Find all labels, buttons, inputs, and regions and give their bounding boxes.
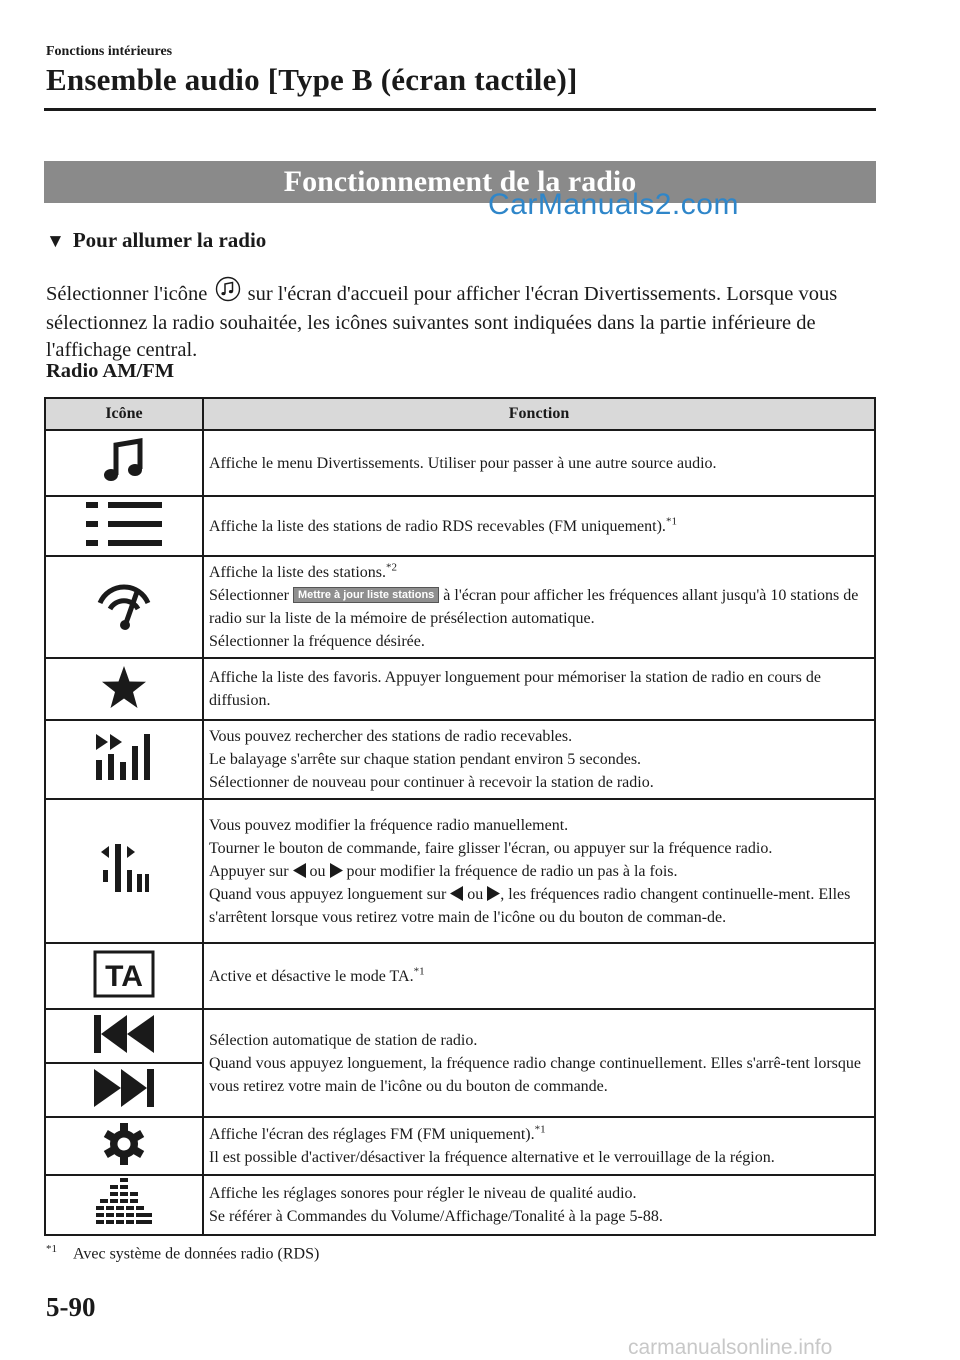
- table-row: [45, 1117, 875, 1175]
- subsection-title: Pour allumer la radio: [72, 228, 267, 252]
- function-cell: [203, 943, 875, 1009]
- function-text-part: pour modifier la fréquence de radio un pas à la fois.: [342, 862, 678, 880]
- entertainment-music-icon: [215, 276, 241, 310]
- seek-forward-icon: [94, 1069, 154, 1107]
- function-text-part: Appuyer sur: [209, 862, 293, 880]
- function-text-main: Affiche l'écran des réglages FM (FM uniquement).: [209, 1126, 535, 1143]
- table-row: [45, 1175, 875, 1235]
- left-triangle-icon: [450, 886, 463, 901]
- function-text: Affiche la liste des favoris. Appuyer longuement pour mémoriser la station de radio en cours de diffusion.: [209, 669, 821, 709]
- scan-icon: [94, 732, 154, 782]
- equalizer-icon: [96, 1178, 152, 1228]
- function-cell: [203, 1175, 875, 1235]
- music-note-icon: [102, 437, 146, 485]
- icon-cell: [45, 1063, 203, 1117]
- icon-function-table: [44, 397, 876, 1236]
- function-text-line: Quand vous appuyez longuement, la fréquence radio change continuellement. Elles s'arrê-tent lorsque vous retirez votre main de l'icône ou du bouton de commande.: [209, 1054, 861, 1095]
- footnote-mark: *1: [46, 1243, 57, 1255]
- table-row: [45, 556, 875, 658]
- left-triangle-icon: [293, 863, 306, 878]
- icon-cell: [45, 430, 203, 496]
- function-text-line: [209, 1123, 868, 1146]
- function-text-part: , les fréquences radio changent continuelle-ment. Elles s'arrêtent lorsque vous retirez votre main de l'icône ou du bouton de comman-de.: [209, 885, 851, 926]
- icon-cell: [45, 1175, 203, 1235]
- table-row: [45, 430, 875, 496]
- function-text-line: Vous pouvez rechercher des stations de radio recevables.: [209, 728, 573, 745]
- function-cell: [203, 799, 875, 943]
- radio-heading: Radio AM/FM: [46, 360, 175, 382]
- icon-cell: [45, 496, 203, 556]
- function-text-line: [209, 860, 868, 883]
- function-text: [209, 965, 868, 988]
- footnote-ref: *2: [386, 561, 397, 574]
- function-cell: [203, 1009, 875, 1117]
- function-text-line: [209, 561, 868, 584]
- table-row: [45, 720, 875, 799]
- function-text-main: Affiche la liste des stations de radio RDS recevables (FM uniquement).: [209, 517, 666, 535]
- function-text-line: [209, 883, 868, 929]
- function-text: [209, 515, 868, 538]
- function-text-line: Se référer à Commandes du Volume/Affichage/Tonalité à la page 5-88.: [209, 1208, 663, 1225]
- function-text-line: Tourner le bouton de commande, faire glisser l'écran, ou appuyer sur la fréquence radio.: [209, 839, 773, 857]
- header-function-column: Fonction: [203, 398, 875, 430]
- function-cell: [203, 556, 875, 658]
- gear-icon: [102, 1122, 146, 1166]
- table-row: [45, 658, 875, 720]
- function-text-part: Sélectionner: [209, 587, 293, 604]
- subsection-heading: [46, 228, 266, 253]
- chapter-rule: [44, 108, 876, 111]
- function-text-part: ou: [305, 862, 330, 880]
- seek-back-icon: [94, 1015, 154, 1053]
- icon-cell: [45, 720, 203, 799]
- function-text: Affiche le menu Divertissements. Utiliser pour passer à une autre source audio.: [209, 454, 717, 472]
- icon-cell: [45, 1117, 203, 1175]
- table-row: [45, 496, 875, 556]
- function-text-line: Sélectionner de nouveau pour continuer à recevoir la station de radio.: [209, 774, 654, 791]
- update-station-list-button[interactable]: Mettre à jour liste stations: [293, 587, 439, 603]
- right-triangle-icon: [487, 886, 500, 901]
- intro-text-end: sur l'écran d'accueil pour afficher l'écran Divertissements. Lorsque vous sélectionnez la radio souhaitée, les icônes suivantes sont indiquées dans la partie inférieure de l'affichage central.: [46, 283, 838, 361]
- function-cell: [203, 1117, 875, 1175]
- function-text-line: Sélection automatique de station de radio.: [209, 1031, 478, 1049]
- function-cell: [203, 430, 875, 496]
- list-icon: [86, 500, 162, 548]
- function-text-part: ou: [463, 885, 488, 903]
- station-dial-icon: [94, 579, 154, 631]
- function-text-line: Le balayage s'arrête sur chaque station pendant environ 5 secondes.: [209, 751, 642, 768]
- ta-icon: [93, 950, 155, 998]
- table-header-row: [45, 398, 875, 430]
- icon-cell: [45, 943, 203, 1009]
- triangle-bullet-icon: ▼: [46, 231, 65, 252]
- icon-cell: [45, 799, 203, 943]
- table-row: [45, 943, 875, 1009]
- table-row: [45, 1009, 875, 1063]
- watermark-bottom: carmanualsonline.info: [628, 1336, 833, 1359]
- function-cell: [203, 658, 875, 720]
- table-row: [45, 799, 875, 943]
- star-icon: [101, 665, 147, 709]
- footnote-ref: *1: [665, 515, 677, 528]
- icon-cell: [45, 556, 203, 658]
- function-cell: [203, 720, 875, 799]
- intro-paragraph: [46, 276, 876, 364]
- function-text-line: Sélectionner la fréquence désirée.: [209, 633, 425, 650]
- section-banner: Fonctionnement de la radio: [44, 161, 876, 203]
- page-number: 5-90: [46, 1292, 96, 1322]
- function-text-main: Affiche la liste des stations.: [209, 564, 386, 581]
- intro-text-start: Sélectionner l'icône: [46, 283, 213, 305]
- footnote-ref: *1: [413, 965, 425, 978]
- icon-cell: [45, 1009, 203, 1063]
- ta-icon-text: TA: [105, 959, 143, 993]
- icon-cell: [45, 658, 203, 720]
- section-label: Fonctions intérieures: [46, 44, 173, 59]
- function-text-line: Affiche les réglages sonores pour régler le niveau de qualité audio.: [209, 1185, 637, 1202]
- function-text-line: [209, 584, 868, 630]
- function-text-part: Quand vous appuyez longuement sur: [209, 885, 451, 903]
- function-cell: [203, 496, 875, 556]
- function-text-part: à l'écran pour afficher les fréquences allant jusqu'à 10 stations de radio sur la liste de la mémoire de présélection automatique.: [209, 587, 859, 627]
- footnote: [46, 1243, 319, 1263]
- header-icon-column: Icône: [45, 398, 203, 430]
- function-text-main: Active et désactive le mode TA.: [209, 967, 414, 985]
- watermark-top: CarManuals2.com: [488, 188, 739, 221]
- footnote-text: Avec système de données radio (RDS): [73, 1245, 320, 1263]
- manual-tune-icon: [99, 844, 149, 894]
- right-triangle-icon: [330, 863, 343, 878]
- function-text-line: Il est possible d'activer/désactiver la fréquence alternative et le verrouillage de la région.: [209, 1149, 775, 1166]
- function-text-line: Vous pouvez modifier la fréquence radio manuellement.: [209, 816, 569, 834]
- footnote-ref: *1: [534, 1123, 546, 1136]
- chapter-title: Ensemble audio [Type B (écran tactile)]: [46, 62, 578, 97]
